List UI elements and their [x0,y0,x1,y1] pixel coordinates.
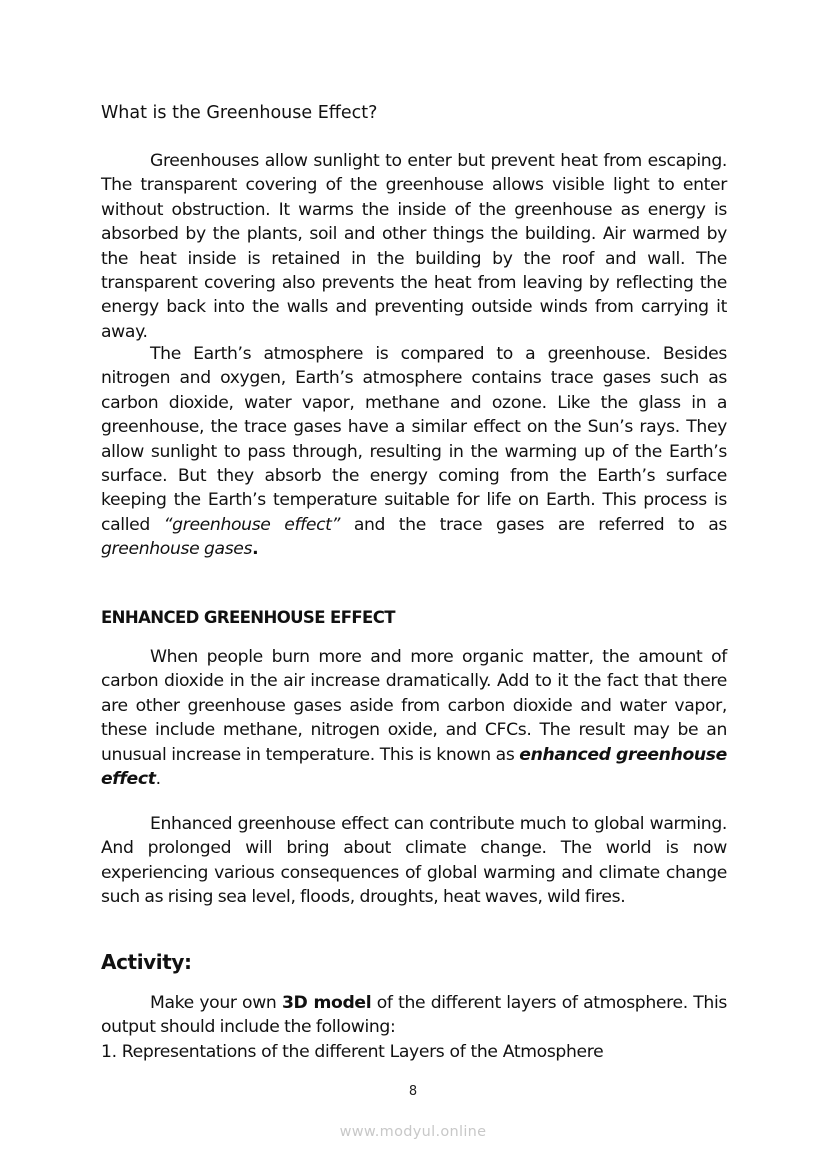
section-heading-enhanced: ENHANCED GREENHOUSE EFFECT [101,608,395,627]
term-3d-model: 3D model [281,993,372,1013]
paragraph-end: . [252,539,259,560]
term-greenhouse-effect: “greenhouse effect” [163,514,341,535]
paragraph-greenhouses: Greenhouses allow sunlight to enter but prevent heat from escaping. The transparent covering of the greenhouse allows visible light to enter without obstruction. It warms the inside of the greenhouse as energy is absorbed by the plants, soil and other things the building. Air warmed by the heat inside is retained in the building by the roof and wall. The transparent covering also prevents the heat from leaving by reflecting the energy back into the walls and preventing outside winds from carrying it away. [101,151,727,342]
watermark: www.modyul.online [339,1124,487,1140]
paragraph-text: and the trace gases are referred to as [340,514,728,535]
term-enhanced-greenhouse-effect: enhanced greenhouse effect [101,744,727,790]
paragraph-consequences: Enhanced greenhouse effect can contribute much to global warming. And prolonged will bring about climate change. The world is now experiencing various consequences of global warming and climate change such as rising sea level, floods, droughts, heat waves, wild fires. [101,814,727,908]
term-greenhouse-gases: greenhouse gases [101,539,253,560]
page-number: 8 [408,1084,418,1099]
paragraph-text: The Earth’s atmosphere is compared to a greenhouse. Besides nitrogen and oxygen, Earth’s atmosphere contains trace gases such as carbon dioxide, water vapor, methane and ozone. Like the glass in a greenhouse, the trace gases have a similar effect on the Sun’s rays. They allow sunlight to pass through, resulting in the warming up of the Earth’s surface. But they absorb the energy coming from the Earth’s surface keeping the Earth’s temperature suitable for life on Earth. This process is called [101,344,727,535]
paragraph-earth-atmosphere [101,342,727,562]
paragraph-text: of the different layers of atmosphere. This output should include the following: [101,993,727,1038]
paragraph-end: . [155,769,161,790]
page-title: What is the Greenhouse Effect? [101,103,378,123]
paragraph-activity [101,991,727,1040]
activity-heading: Activity: [101,950,192,974]
paragraph-text: When people burn more and more organic matter, the amount of carbon dioxide in the air increase dramatically. Add to it the fact that there are other greenhouse gases aside from carbon dioxide and water vapor, these include methane, nitrogen oxide, and CFCs. The result may be an unusual increase in temperature. This is known as [101,647,727,765]
paragraph-text: Make your own [150,993,282,1013]
list-item: 1. Representations of the different Layers of the Atmosphere [101,1042,604,1062]
paragraph-enhanced [101,645,727,791]
